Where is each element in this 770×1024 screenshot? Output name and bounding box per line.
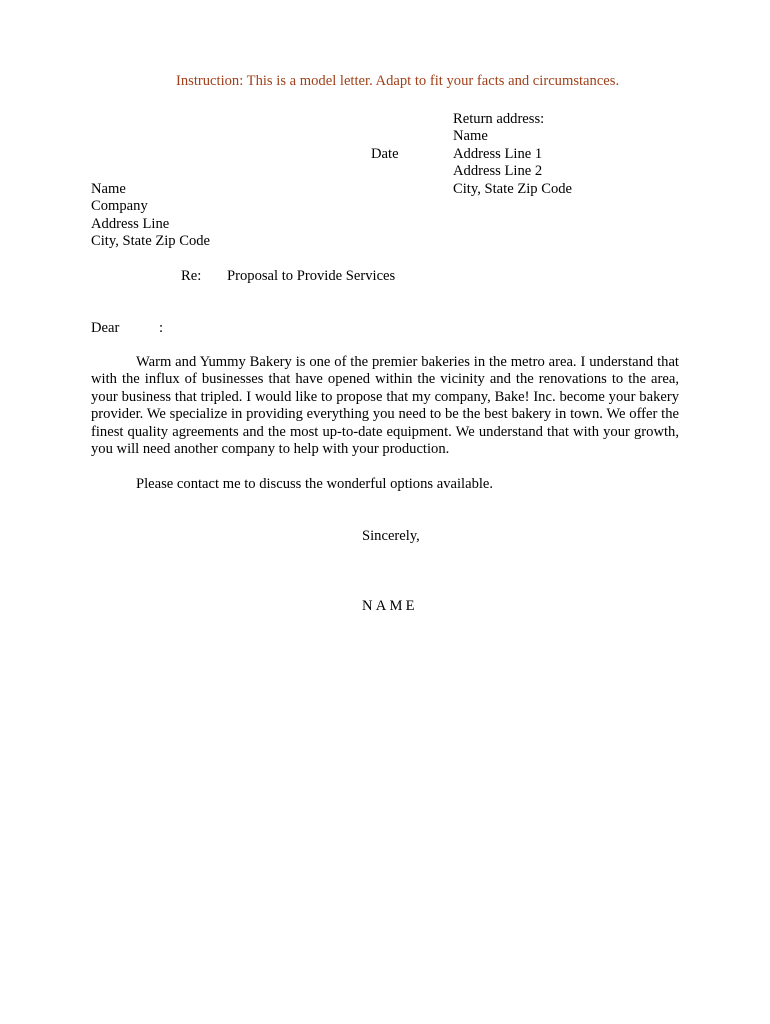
instruction-note: Instruction: This is a model letter. Adapt to fit your facts and circumstances. — [176, 73, 620, 89]
return-address-heading: Return address: — [453, 111, 545, 127]
closing: Sincerely, — [362, 528, 420, 544]
body-paragraph-1: Warm and Yummy Bakery is one of the premier bakeries in the metro area. I understand that with the influx of businesses that have opened within the vicinity and the renovations to the area, your business that tripled. I would like to propose that my company, Bake! Inc. become your bakery provider. We specialize in providing everything you need to be the best bakery in town. We offer the finest quality agreements and the most up-to-date equipment. We understand that with your growth, you will need another company to help with your production. — [91, 354, 679, 458]
return-address-line-2: Address Line 2 — [453, 163, 543, 180]
re-label: Re: — [181, 268, 202, 284]
salutation-dear: Dear — [91, 320, 120, 336]
return-address-line-1: Address Line 1 — [453, 145, 543, 162]
re-subject: Proposal to Provide Services — [227, 268, 396, 284]
body-paragraph-2: Please contact me to discuss the wonderful options available. — [136, 476, 494, 492]
recipient-company: Company — [91, 198, 148, 215]
return-address-block — [453, 111, 572, 198]
recipient-name: Name — [91, 181, 126, 197]
recipient-address-block — [91, 181, 210, 251]
return-address-city-state-zip: City, State Zip Code — [453, 180, 573, 197]
letter-date: Date — [371, 146, 399, 162]
return-address-name: Name — [453, 128, 488, 145]
salutation-colon: : — [159, 320, 164, 336]
recipient-address-line: Address Line — [91, 215, 170, 232]
signature-name: NAME — [362, 598, 418, 614]
recipient-city-state-zip: City, State Zip Code — [91, 233, 211, 250]
